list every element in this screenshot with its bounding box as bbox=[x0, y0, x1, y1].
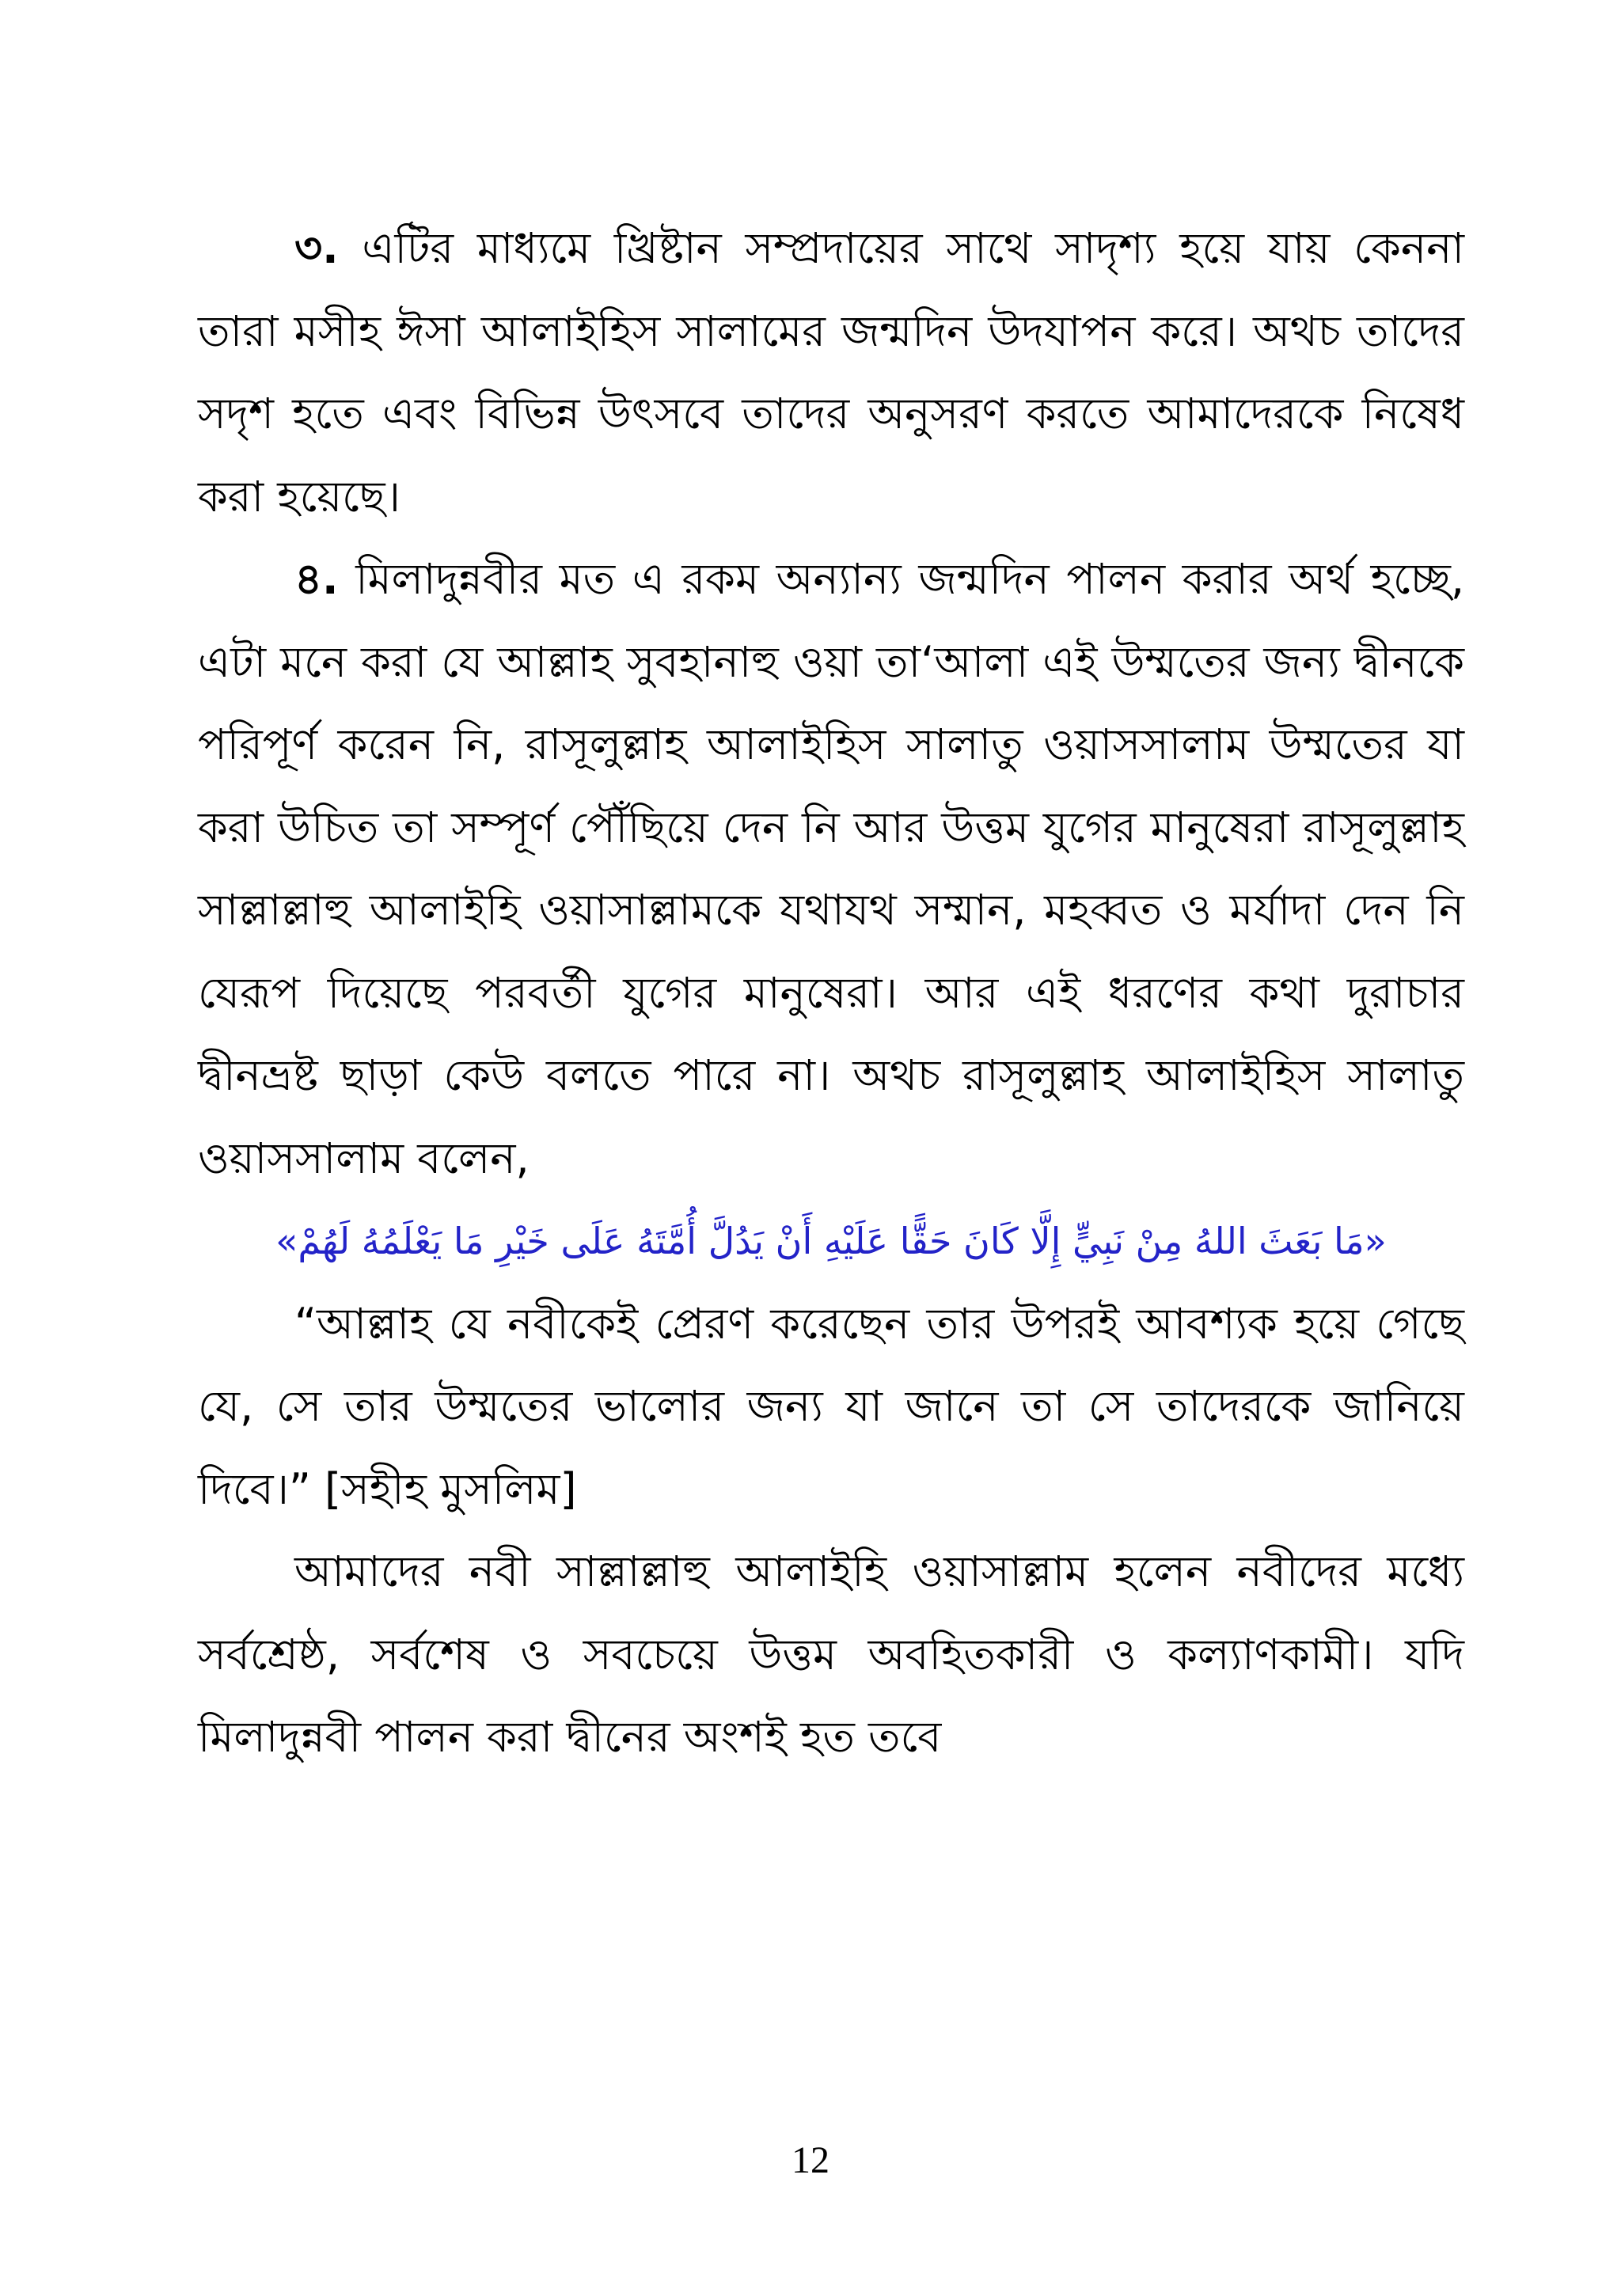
page-number: 12 bbox=[792, 2139, 829, 2181]
point-number: ৩. bbox=[294, 223, 339, 273]
hadith-arabic-text: «مَا بَعَثَ اللهُ مِنْ نَبِيٍّ إِلَّا كَانَ حَقًّا عَلَيْهِ أَنْ يَدُلَّ أُمَّتَهُ عَلَى خَيْرِ مَا يَعْلَمُهُ لَهُمْ» bbox=[275, 1220, 1387, 1262]
paragraph-text: এটির মাধ্যমে খ্রিষ্টান সম্প্রদায়ের সাথে সাদৃশ্য হয়ে যায় কেননা তারা মসীহ ঈসা আলাইহিস সালামের জন্মদিন উদযাপন করে। অথচ তাদের সদৃশ হতে এবং বিভিন্ন উৎসবে তাদের অনুসরণ করতে আমাদেরকে নিষেধ করা হয়েছে। bbox=[198, 223, 1464, 522]
paragraph-point-4 bbox=[198, 538, 1464, 1200]
closing-paragraph: আমাদের নবী সাল্লাল্লাহু আলাইহি ওয়াসাল্লাম হলেন নবীদের মধ্যে সর্বশ্রেষ্ঠ, সর্বশেষ ও সবচেয়ে উত্তম অবহিতকারী ও কল্যাণকামী। যদি মিলাদুন্নবী পালন করা দ্বীনের অংশই হত তবে bbox=[198, 1546, 1464, 1762]
paragraph-text: মিলাদুন্নবীর মত এ রকম অন্যান্য জন্মদিন পালন করার অর্থ হচ্ছে, এটা মনে করা যে আল্লাহ সুবহানাহু ওয়া তা‘আলা এই উম্মতের জন্য দ্বীনকে পরিপূর্ণ করেন নি, রাসূলুল্লাহ আলাইহিস সালাতু ওয়াসসালাম উম্মতের যা করা উচিত তা সম্পূর্ণ পৌঁছিয়ে দেন নি আর উত্তম যুগের মানুষেরা রাসূলুল্লাহ সাল্লাল্লাহু আলাইহি ওয়াসাল্লামকে যথাযথ সম্মান, মহব্বত ও মর্যাদা দেন নি যেরূপ দিয়েছে পরবর্তী যুগের মানুষেরা। আর এই ধরণের কথা দুরাচার দ্বীনভ্রষ্ট ছাড়া কেউ বলতে পারে না। অথচ রাসূলুল্লাহ আলাইহিস সালাতু ওয়াসসালাম বলেন, bbox=[198, 554, 1464, 1183]
page-body bbox=[198, 207, 1464, 1779]
hadith-translation: “আল্লাহ যে নবীকেই প্রেরণ করেছেন তার উপরই আবশ্যক হয়ে গেছে যে, সে তার উম্মতের ভালোর জন্য যা জানে তা সে তাদেরকে জানিয়ে দিবে।” [সহীহ মুসলিম] bbox=[198, 1298, 1464, 1514]
paragraph-point-3 bbox=[198, 207, 1464, 538]
point-number: ৪. bbox=[294, 554, 339, 604]
